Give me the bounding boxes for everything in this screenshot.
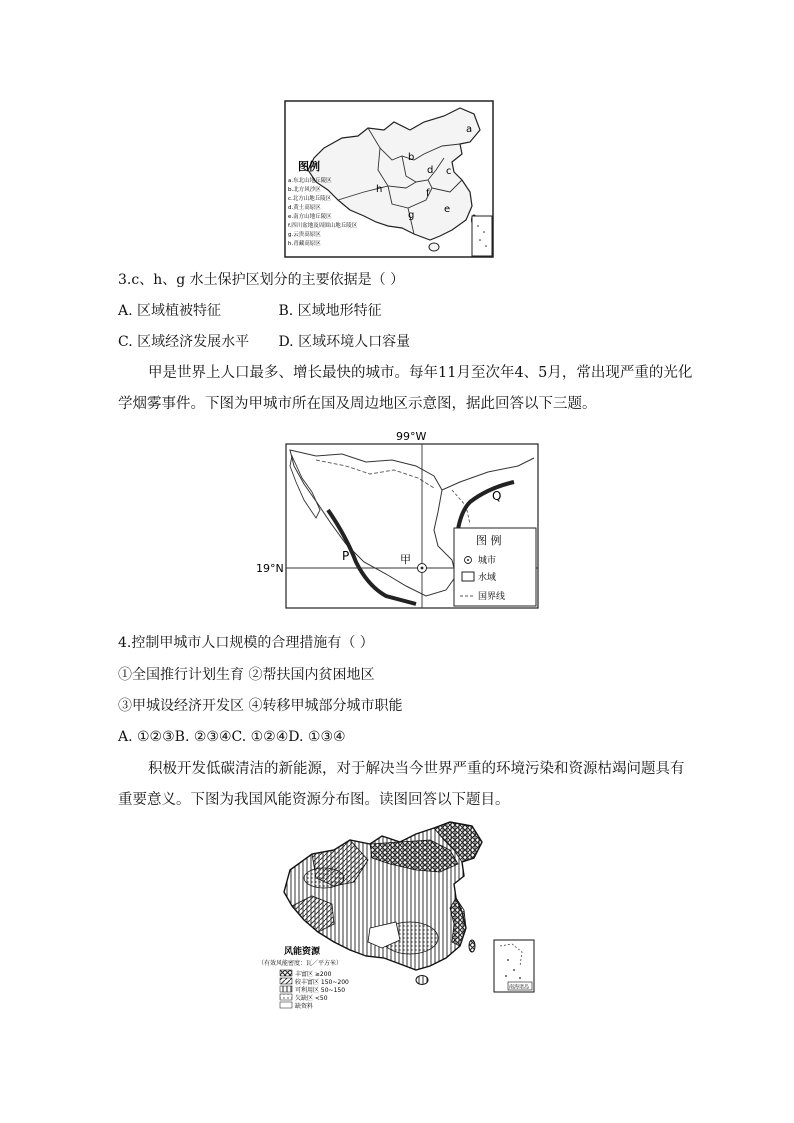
label-p: P xyxy=(342,549,350,563)
map2-legend-border: 国界线 xyxy=(478,592,506,602)
question-3-options-row-2 xyxy=(118,332,410,352)
map1-legend-item: f.四川盆地及周围山地丘陵区 xyxy=(288,223,358,229)
map2-legend-water: 水域 xyxy=(478,573,497,583)
question-4-items-2: ③甲城设经济开发区 ④转移甲城部分城市职能 xyxy=(118,698,403,714)
map3-legend-item: 丰富区 ≥200 xyxy=(295,971,332,978)
map3-legend-item: 较丰富区 150~200 xyxy=(295,979,349,986)
label-q: Q xyxy=(492,489,502,503)
question-3-option-c: C. 区域经济发展水平 xyxy=(118,334,250,350)
mexico-region-map xyxy=(256,426,546,612)
region-letter-f: f xyxy=(426,188,430,199)
question-3-options-row-1 xyxy=(118,301,382,321)
map3-legend-item: 缺资料 xyxy=(295,1003,314,1010)
wind-energy-map xyxy=(250,820,550,1016)
map1-legend-item: h.青藏高原区 xyxy=(288,241,321,247)
map3-legend-item: 可利用区 50~150 xyxy=(295,987,346,994)
passage-wind-energy: 积极开发低碳清洁的新能源，对于解决当今世界严重的环境污染和资源枯竭问题具有重要意义。下图为我国风能资源分布图。读图回答以下题目。 xyxy=(118,761,685,808)
map1-legend-item: e.南方山地丘陵区 xyxy=(288,214,332,220)
map3-legend-title: 风能资源 xyxy=(284,947,321,957)
map1-legend-item: c.北方山地丘陵区 xyxy=(288,196,332,202)
label-city-jia: 甲 xyxy=(400,553,411,566)
wind-energy-map-figure xyxy=(250,820,550,1016)
region-letter-d: d xyxy=(427,165,434,176)
map3-legend-unit: （有效风能密度：瓦／平方米） xyxy=(258,960,343,967)
region-letter-b: b xyxy=(408,152,415,163)
soil-conservation-map xyxy=(284,100,494,258)
map3-legend-item: 欠缺区 <50 xyxy=(295,995,328,1002)
mexico-region-map-figure xyxy=(256,426,546,612)
map1-legend-item: b.北方风沙区 xyxy=(288,187,321,193)
latitude-label: 19°N xyxy=(256,562,284,575)
region-letter-c: c xyxy=(446,166,452,177)
passage-mexico-city: 甲是世界上人口最多、增长最快的城市。每年11月至次年4、5月，常出现严重的光化学烟雾事件。下图为甲城市所在国及周边地区示意图，据此回答以下三题。 xyxy=(118,365,693,412)
region-letter-a: a xyxy=(466,124,473,135)
soil-conservation-map-figure xyxy=(284,100,494,258)
region-letter-h: h xyxy=(376,184,383,195)
region-letter-g: g xyxy=(408,210,415,221)
question-4-stem: 4.控制甲城市人口规模的合理措施有（ ） xyxy=(118,635,374,651)
map1-legend-title: 图例 xyxy=(298,160,320,173)
region-letter-e: e xyxy=(444,204,451,215)
question-3-option-a: A. 区域植被特征 xyxy=(118,303,222,319)
question-3-stem: 3.c、h、g 水土保护区划分的主要依据是（ ） xyxy=(118,272,405,288)
map2-legend-city: 城市 xyxy=(478,556,497,566)
question-3-option-b: B. 区域地形特征 xyxy=(278,303,382,319)
question-4-options: A. ①②③B. ②③④C. ①②④D. ①③④ xyxy=(118,729,346,745)
map1-legend-item: a.东北山地丘陵区 xyxy=(288,178,332,184)
question-3-option-d: D. 区域环境人口容量 xyxy=(278,334,411,350)
inset-label: 南海诸岛 xyxy=(509,984,530,991)
question-4-items-1: ①全国推行计划生育 ②帮扶国内贫困地区 xyxy=(118,667,375,683)
longitude-label: 99°W xyxy=(396,430,427,443)
map1-legend-item: g.云贵高原区 xyxy=(288,232,321,238)
map2-legend-title: 图 例 xyxy=(476,534,502,547)
map1-legend-item: d.黄土高原区 xyxy=(288,205,321,211)
